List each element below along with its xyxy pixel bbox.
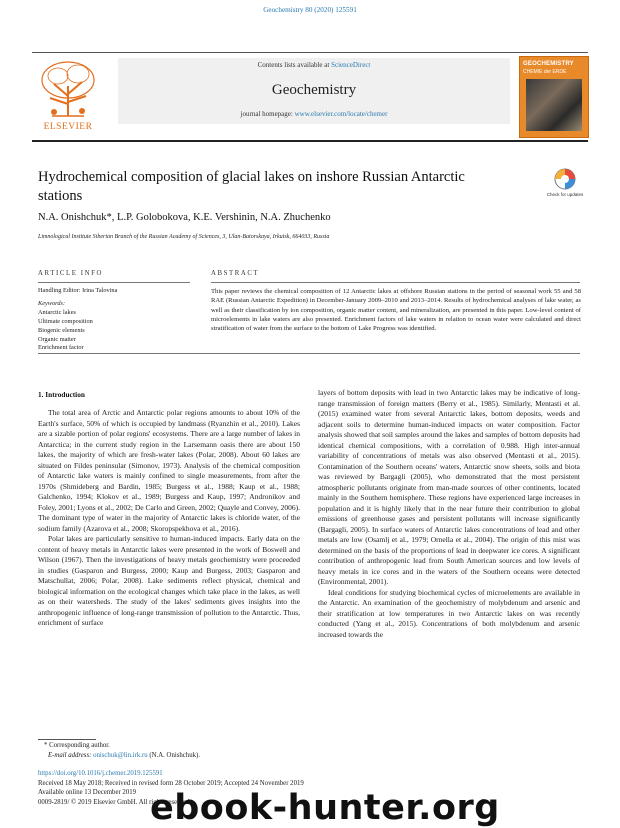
copyright: 0009-2819/ © 2019 Elsevier GmbH. All rights reserved.: [38, 798, 191, 806]
email-suffix: (N.A. Onishchuk).: [147, 751, 200, 759]
abstract-rule: [211, 282, 580, 283]
section-heading-introduction: 1. Introduction: [38, 390, 85, 399]
right-column: [318, 388, 580, 640]
crossmark-icon[interactable]: [546, 167, 584, 203]
article-info-rule: [38, 282, 190, 283]
cover-image: [526, 79, 582, 131]
keyword-item: Organic matter: [38, 335, 76, 343]
abstract-heading: ABSTRACT: [211, 270, 260, 277]
available-online: Available online 13 December 2019: [38, 789, 137, 797]
footnote-rule: [38, 739, 96, 740]
article-info-panel: [38, 287, 198, 353]
paragraph: Polar lakes are particularly sensitive to human-induced impacts. Early data on the content of heavy metals in Antarctic lakes were presented in the work of Boswell and Wilson (1967). Then the investigations of heavy metals geochemistry were proceeded in studies (Gasparon and Burgess, 2000; Kaup and Burgess, 2003; Gasparon and Matschullat, 2006; Polar, 2008). Lake sediments reflect physical, chemical and biological information on the ecological changes which take place in the lakes, as well as on their watersheds. The study of the lakes' sediments gives insights into the anthropogenic influence of long-range transmission of pollution to the Antarctic. Thus, enrichment of surface: [38, 534, 300, 627]
keywords-label: Keywords:: [38, 299, 66, 307]
contents-line: [118, 61, 510, 69]
journal-masthead: [118, 58, 510, 124]
journal-citation[interactable]: Geochemistry 80 (2020) 125591: [263, 6, 357, 14]
corresponding-author: * Corresponding author.: [44, 742, 110, 749]
cover-title: GEOCHEMISTRY: [523, 61, 574, 67]
paragraph: The total area of Arctic and Antarctic polar regions amounts to about 10% of the Earth's surface, 50% of which is occupied by landmass (Ryanzhin et al., 2010). Lakes are a sizable portion of polar regions' ecosystems. There are a large number of lakes in Antarctica; in the current study region in the Larsemann oasis there are about 150 lakes, the majority of which are fresh-water lakes (Polar, 2008). About 60 lakes are situated on Fildes peninsular (Simonov, 1973). Analysis of the chemical composition of Antarctic lake waters is mainly confined to single measurements, from after the 1970s (Shmideberg and Bardin, 1985; Burgess et al., 1988; Kaup et al., 1988; Galchenko, 1994; Klokov et al., 1989; Burgess and Kaup, 1997; Andronikov and Foley, 2001; Lyons et al., 2002; De Carlo and Green, 2002; Quayle and Convey, 2006). The dominant type of water in the majority of Antarctic lakes is chloride water, of the sodium family (Azarova et al., 2008; Skoropspekhova et al., 2016).: [38, 408, 300, 533]
keyword-item: Antarctic lakes: [38, 308, 76, 316]
left-column: [38, 408, 300, 629]
homepage-prefix: journal homepage:: [240, 110, 295, 118]
article-info-heading: ARTICLE INFO: [38, 270, 104, 277]
email-line: [38, 751, 338, 761]
publisher-logo-text: ELSEVIER: [43, 122, 93, 132]
watermark-text: ebook-hunter.org: [150, 788, 500, 828]
abstract-text: This paper reviews the chemical composition of 12 Antarctic lakes at offshore Russian stations in the period of seasonal work 55 and 58 RAE (Russian Antarctic Expedition) in December-January 2009–2010 and 2013–2014. Results of hydrochemical analyses of lake water, as well as their classification by ion composition, organic matter content, and mineralization, are presented in this paper. Low-level content of microelements in lake waters are also presented. Enrichment factors of lake waters in relation to ocean water were calculated and direct stratification of water from the surface to the bottom of Lake Progress was identified.: [211, 288, 581, 333]
sciencedirect-link[interactable]: ScienceDirect: [331, 61, 371, 69]
cover-subtitle: CHEMIE der ERDE: [523, 69, 567, 75]
abstract-bottom-rule: [38, 353, 580, 354]
keyword-item: Biogenic elements: [38, 326, 85, 334]
homepage-link[interactable]: www.elsevier.com/locate/chemer: [294, 110, 388, 118]
header-top-rule: [32, 52, 588, 53]
header-bottom-rule: [32, 140, 588, 142]
handling-editor: Handling Editor: Irina Talovina: [38, 287, 118, 294]
keyword-item: Enrichment factor: [38, 344, 84, 352]
footnote: [38, 741, 338, 760]
journal-cover-thumbnail[interactable]: [519, 56, 589, 138]
journal-title: Geochemistry: [271, 82, 357, 98]
contents-prefix: Contents lists available at: [257, 61, 332, 69]
crossmark-label: Check for updates: [546, 192, 584, 197]
keyword-item: Ultimate composition: [38, 317, 93, 325]
paragraph: Ideal conditions for studying biochemical cycles of microelements are available in the Antarctic. An examination of the geochemistry of molybdenum and arsenic and their stratification at low temperatures in two Antarctic lakes on was recently conducted (Yang et al., 2015). Concentrations of both molybdenum and arsenic increased towards the: [318, 587, 580, 639]
article-title: Hydrochemical composition of glacial lakes on inshore Russian Antarctic stations: [38, 169, 465, 204]
received-dates: Received 18 May 2018; Received in revised form 28 October 2019; Accepted 24 November 2019: [38, 779, 304, 787]
paragraph: layers of bottom deposits with lead in two Antarctic lakes may be indicative of long-range transmission of foreign matters (Berry et al., 1985). Similarly, Mentasti et al. (2015) examined water from several Antarctic lakes, bottom deposits, weeds and adjacent soils to determine human-induced impacts on water composition. Factor analysis showed that soil samples around the lakes and samples of bottom deposits had identical chemical compositions, with a correlation of 0.988. High inter-annual variability of concentrations of metals was also observed (Mentasti et al., 2015). Contamination of the Southern oceans' waters, Antarctic snow sheets, soils and biota was reviewed by Bargagli (2005), who demonstrated that the most persistent atmospheric pollutants originate from man-made sources of other continents, located mainly in the Southern hemisphere. These regions have experienced large increases in population and it is highly likely that in the near future their contribution to global emissions of greenhouse gases and persistent pollutants will increase significantly (Bargagli, 2005). In surface waters of Antarctic lakes concentrations of lead and other metals are low (Osamlj et al., 1979; Ornella et al., 2004). The origin of this mist was determined on the basis of the proportions of lead in deepwater ice cores. A significant contribution of anthropogenic lead from South American sources and low levels of heavy metals in ice cores and in the waters of the Southern oceans were detected (Environmental, 2001).: [318, 388, 580, 586]
affiliation: Limnological Institute Siberian Branch of the Russian Academy of Sciences, 3, Ulan-Batorskaya, Irkutsk, 664033, Russia: [38, 234, 330, 240]
doi-link[interactable]: https://doi.org/10.1016/j.chemer.2019.125591: [38, 770, 163, 777]
email-link[interactable]: onischuk@lin.irk.ru: [93, 751, 148, 759]
author-list: N.A. Onishchuk*, L.P. Golobokova, K.E. Vershinin, N.A. Zhuchenko: [38, 212, 331, 223]
homepage-line: [118, 110, 510, 118]
email-label: E-mail address:: [48, 751, 94, 759]
